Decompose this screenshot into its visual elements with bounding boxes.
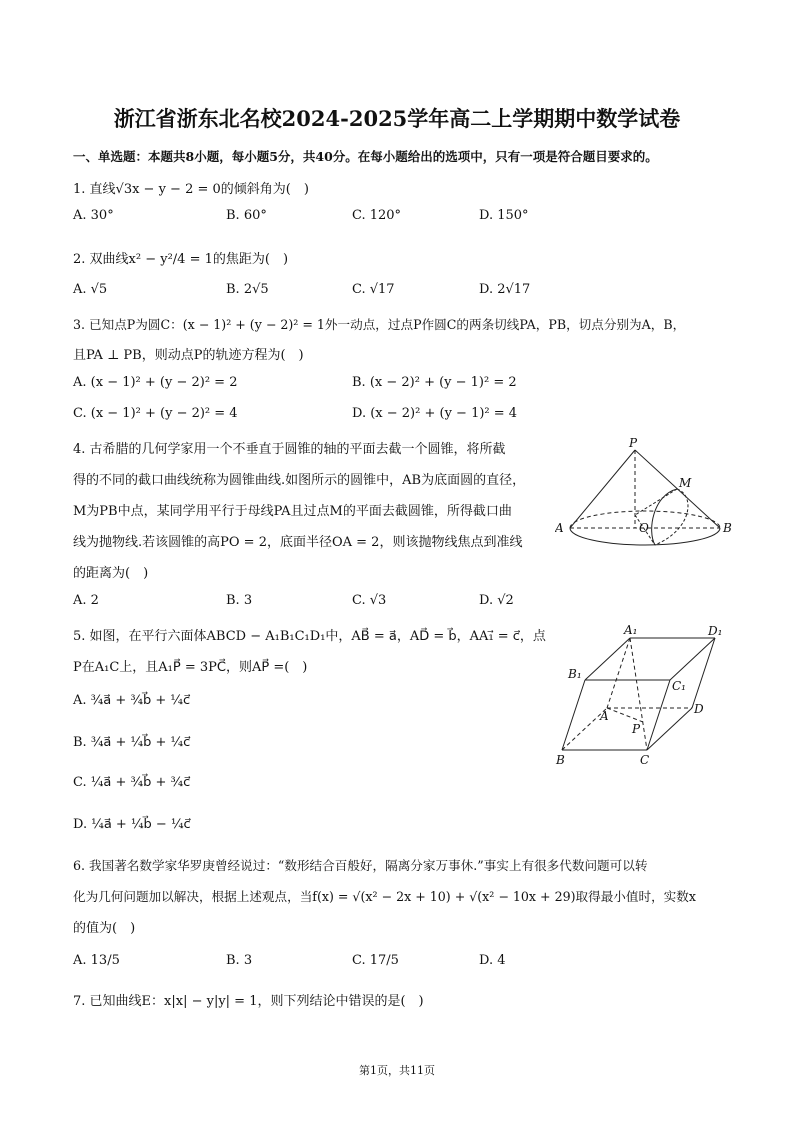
page-footer: 第1页，共11页	[359, 1064, 435, 1077]
cone-label-b: B	[723, 521, 732, 535]
box-label-p: P	[632, 722, 641, 736]
q5-option-b: B. ¾a⃗ + ¼b⃗ + ¼c⃗	[73, 735, 191, 750]
q2-option-c: C. √17	[352, 282, 395, 297]
q5-option-d: D. ¼a⃗ + ¼b⃗ − ¼c⃗	[73, 817, 191, 832]
question-6-line1: 6. 我国著名数学家华罗庚曾经说过：“数形结合百般好，隔离分家万事休.”事实上有很多代数问题可以转	[73, 858, 648, 873]
question-4-line4: 线为抛物线.若该圆锥的高PO = 2，底面半径OA = 2，则该抛物线焦点到准线	[73, 535, 523, 550]
section-heading: 一、单选题：本题共8小题，每小题5分，共40分。在每小题给出的选项中，只有一项是符合题目要求的。	[73, 149, 658, 164]
box-label-d: D	[694, 702, 704, 716]
question-6-line2: 化为几何问题加以解决，根据上述观点，当f(x) = √(x² − 2x + 10) + √(x² − 10x + 29)取得最小值时，实数x	[73, 889, 696, 904]
question-5-line2: P在A₁C上，且A₁P⃗ = 3PC⃗，则AP⃗ =( )	[73, 660, 308, 675]
question-4-line5: 的距离为( )	[73, 566, 149, 581]
q3-option-a: A. (x − 1)² + (y − 2)² = 2	[73, 375, 238, 390]
q1-option-b: B. 60°	[226, 208, 267, 223]
question-5-line1: 5. 如图，在平行六面体ABCD − A₁B₁C₁D₁中，AB⃗ = a⃗，AD⃗ = b⃗，AA₁⃗ = c⃗，点	[73, 629, 546, 644]
q4-option-b: B. 3	[226, 593, 253, 608]
box-label-b: B	[556, 753, 565, 767]
question-4-line1: 4. 古希腊的几何学家用一个不垂直于圆锥的轴的平面去截一个圆锥，将所截	[73, 442, 506, 457]
question-2-stem: 2. 双曲线x² − y²/4 = 1的焦距为( )	[73, 252, 289, 267]
q2-option-d: D. 2√17	[479, 282, 531, 297]
box-label-d1: D₁	[708, 624, 723, 638]
box-label-c: C	[640, 753, 650, 767]
cone-figure	[555, 435, 735, 555]
q6-option-a: A. 13/5	[73, 953, 120, 968]
q3-option-d: D. (x − 2)² + (y − 1)² = 4	[352, 406, 518, 421]
q2-option-a: A. √5	[73, 282, 108, 297]
box-label-a1: A₁	[624, 623, 638, 637]
cone-label-o: O	[639, 521, 649, 535]
q5-option-c: C. ¼a⃗ + ¾b⃗ + ¾c⃗	[73, 775, 191, 790]
q1-option-d: D. 150°	[479, 208, 529, 223]
q4-option-a: A. 2	[73, 593, 99, 608]
q4-option-c: C. √3	[352, 593, 387, 608]
question-4-line3: M为PB中点，某同学用平行于母线PA且过点M的平面去截圆锥，所得截口曲	[73, 504, 512, 519]
question-6-line3: 的值为( )	[73, 921, 136, 936]
question-4-line2: 得的不同的截口曲线统称为圆锥曲线.如图所示的圆锥中，AB为底面圆的直径，	[73, 473, 526, 488]
page-title: 浙江省浙东北名校2024-2025学年高二上学期期中数学试卷	[113, 106, 681, 131]
parallelepiped-figure	[552, 620, 732, 770]
box-label-a: A	[600, 709, 609, 723]
q1-option-c: C. 120°	[352, 208, 402, 223]
q2-option-b: B. 2√5	[226, 282, 269, 297]
q5-option-a: A. ¾a⃗ + ¾b⃗ + ¼c⃗	[73, 693, 191, 708]
q6-option-d: D. 4	[479, 953, 506, 968]
box-label-b1: B₁	[568, 667, 582, 681]
question-1-stem: 1. 直线√3x − y − 2 = 0的倾斜角为( )	[73, 182, 309, 197]
cone-label-p: P	[629, 436, 638, 450]
question-3-line1: 3. 已知点P为圆C：(x − 1)² + (y − 2)² = 1外一动点，过点P作圆C的两条切线PA，PB，切点分别为A，B，	[73, 317, 686, 332]
q6-option-b: B. 3	[226, 953, 253, 968]
question-7-stem: 7. 已知曲线E：x|x| − y|y| = 1，则下列结论中错误的是( )	[73, 994, 424, 1009]
q3-option-c: C. (x − 1)² + (y − 2)² = 4	[73, 406, 238, 421]
cone-label-m: M	[679, 476, 692, 490]
box-label-c1: C₁	[672, 679, 686, 693]
cone-label-a: A	[555, 521, 564, 535]
q4-option-d: D. √2	[479, 593, 514, 608]
q1-option-a: A. 30°	[73, 208, 114, 223]
q3-option-b: B. (x − 2)² + (y − 1)² = 2	[352, 375, 517, 390]
q6-option-c: C. 17/5	[352, 953, 399, 968]
question-3-line2: 且PA ⊥ PB，则动点P的轨迹方程为( )	[73, 348, 304, 363]
